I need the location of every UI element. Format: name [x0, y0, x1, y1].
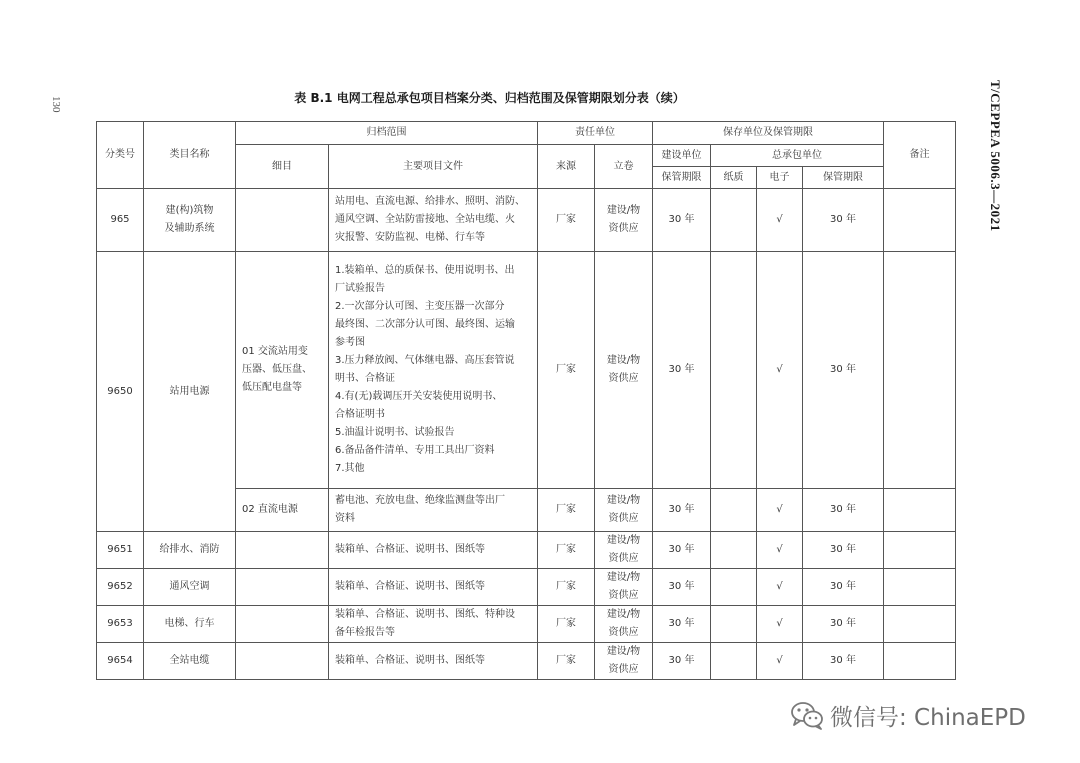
row-category: 全站电缆	[144, 643, 236, 680]
row-epc-period: 30 年	[803, 606, 884, 643]
header-responsible: 责任单位	[538, 122, 653, 145]
row-category: 站用电源	[144, 252, 236, 532]
page-number: 130	[50, 96, 62, 113]
row-category	[144, 189, 236, 252]
header-scope: 归档范围	[236, 122, 538, 145]
doc-line: 灾报警、安防监视、电梯、行车等	[335, 232, 485, 243]
doc-line: 最终图、二次部分认可图、最终图、运输	[335, 319, 515, 330]
header-source: 来源	[538, 145, 595, 189]
row-builder-period: 30 年	[653, 252, 711, 489]
row-paper	[711, 252, 757, 489]
doc-line: 4.有(无)载调压开关安装使用说明书、	[335, 391, 503, 402]
header-builder-period: 保管期限	[653, 167, 711, 189]
table-row	[97, 189, 956, 252]
filing-line: 建设/物	[606, 609, 641, 620]
row-builder-period: 30 年	[653, 606, 711, 643]
row-paper	[711, 569, 757, 606]
row-electronic: √	[757, 606, 803, 643]
row-remarks	[884, 489, 956, 532]
doc-line: 通风空调、全站防雷接地、全站电缆、火	[335, 214, 515, 225]
row-remarks	[884, 643, 956, 680]
row-electronic: √	[757, 189, 803, 252]
row-source: 厂家	[538, 252, 595, 489]
row-filing	[595, 569, 653, 606]
doc-line: 备年检报告等	[335, 627, 395, 638]
row-builder-period: 30 年	[653, 532, 711, 569]
header-filing: 立卷	[595, 145, 653, 189]
row-detail	[236, 643, 329, 680]
row-paper	[711, 489, 757, 532]
filing-line: 建设/物	[606, 535, 641, 546]
row-electronic: √	[757, 532, 803, 569]
doc-line: 资料	[335, 513, 355, 524]
row-epc-period: 30 年	[803, 569, 884, 606]
row-epc-period: 30 年	[803, 189, 884, 252]
row-paper	[711, 189, 757, 252]
detail-line: 01 交流站用变	[242, 346, 308, 357]
row-epc-period: 30 年	[803, 252, 884, 489]
row-builder-period: 30 年	[653, 569, 711, 606]
header-row	[97, 122, 956, 145]
doc-line: 合格证明书	[335, 409, 385, 420]
header-paper: 纸质	[711, 167, 757, 189]
row-detail	[236, 252, 329, 489]
row-remarks	[884, 569, 956, 606]
row-filing	[595, 489, 653, 532]
row-docs	[329, 643, 538, 680]
filing-line: 资供应	[608, 553, 639, 564]
wechat-watermark	[790, 697, 1026, 733]
doc-line: 明书、合格证	[335, 373, 395, 384]
header-builder: 建设单位	[653, 145, 711, 167]
row-code: 9651	[97, 532, 144, 569]
row-builder-period: 30 年	[653, 189, 711, 252]
row-filing	[595, 532, 653, 569]
row-source: 厂家	[538, 643, 595, 680]
row-source: 厂家	[538, 532, 595, 569]
filing-line: 资供应	[608, 590, 639, 601]
header-epc: 总承包单位	[711, 145, 884, 167]
table-row	[97, 643, 956, 680]
category-line: 及辅助系统	[164, 223, 215, 234]
row-docs	[329, 252, 538, 489]
row-electronic: √	[757, 489, 803, 532]
doc-line: 5.油温计说明书、试验报告	[335, 427, 455, 438]
row-source: 厂家	[538, 489, 595, 532]
row-source: 厂家	[538, 606, 595, 643]
filing-line: 资供应	[608, 373, 639, 384]
row-paper	[711, 532, 757, 569]
row-category: 电梯、行车	[144, 606, 236, 643]
header-epc-period: 保管期限	[803, 167, 884, 189]
table-row	[97, 252, 956, 489]
row-electronic: √	[757, 252, 803, 489]
header-category: 类目名称	[144, 122, 236, 189]
row-electronic: √	[757, 569, 803, 606]
doc-line: 蓄电池、充放电盘、绝缘监测盘等出厂	[335, 495, 505, 506]
wechat-icon	[790, 700, 824, 730]
doc-line: 装箱单、合格证、说明书、图纸、特种设	[335, 609, 515, 620]
row-filing	[595, 643, 653, 680]
header-remarks: 备注	[884, 122, 956, 189]
table-row	[97, 532, 956, 569]
row-code: 965	[97, 189, 144, 252]
row-detail	[236, 532, 329, 569]
row-detail	[236, 569, 329, 606]
header-detail: 细目	[236, 145, 329, 189]
row-docs	[329, 569, 538, 606]
row-builder-period: 30 年	[653, 643, 711, 680]
table-title: 表 B.1 电网工程总承包项目档案分类、归档范围及保管期限划分表（续）	[294, 91, 685, 105]
row-remarks	[884, 532, 956, 569]
filing-line: 建设/物	[606, 205, 641, 216]
row-detail: 02 直流电源	[236, 489, 329, 532]
doc-line: 3.压力释放阀、气体继电器、高压套管说	[335, 355, 515, 366]
doc-line: 装箱单、合格证、说明书、图纸等	[335, 655, 485, 666]
doc-line: 装箱单、合格证、说明书、图纸等	[335, 544, 485, 555]
row-category: 给排水、消防	[144, 532, 236, 569]
row-docs	[329, 606, 538, 643]
row-code: 9654	[97, 643, 144, 680]
archive-classification-table	[96, 121, 956, 680]
detail-line: 低压配电盘等	[242, 382, 302, 393]
row-docs	[329, 489, 538, 532]
row-source: 厂家	[538, 189, 595, 252]
doc-line: 6.备品备件清单、专用工具出厂资料	[335, 445, 495, 456]
doc-line: 1.装箱单、总的质保书、使用说明书、出	[335, 265, 515, 276]
row-electronic: √	[757, 643, 803, 680]
watermark-text: 微信号: ChinaEPD	[830, 704, 1026, 731]
filing-line: 建设/物	[606, 646, 641, 657]
category-line: 建(构)筑物	[165, 205, 214, 216]
doc-line: 装箱单、合格证、说明书、图纸等	[335, 581, 485, 592]
row-detail	[236, 606, 329, 643]
row-remarks	[884, 189, 956, 252]
row-docs	[329, 532, 538, 569]
row-code: 9650	[97, 252, 144, 532]
filing-line: 资供应	[608, 627, 639, 638]
row-epc-period: 30 年	[803, 489, 884, 532]
filing-line: 资供应	[608, 513, 639, 524]
table-row	[97, 569, 956, 606]
filing-line: 资供应	[608, 664, 639, 675]
row-paper	[711, 643, 757, 680]
header-main-docs: 主要项目文件	[329, 145, 538, 189]
row-docs	[329, 189, 538, 252]
filing-line: 资供应	[608, 223, 639, 234]
row-detail	[236, 189, 329, 252]
header-electronic: 电子	[757, 167, 803, 189]
row-source: 厂家	[538, 569, 595, 606]
row-code: 9653	[97, 606, 144, 643]
row-paper	[711, 606, 757, 643]
row-code: 9652	[97, 569, 144, 606]
row-filing	[595, 606, 653, 643]
header-storage: 保存单位及保管期限	[653, 122, 884, 145]
standard-code: T/CEPPEA 5006.3—2021	[988, 80, 1003, 232]
row-remarks	[884, 252, 956, 489]
doc-line: 2.一次部分认可图、主变压器一次部分	[335, 301, 505, 312]
row-category: 通风空调	[144, 569, 236, 606]
doc-line: 厂试验报告	[335, 283, 385, 294]
table-row	[97, 606, 956, 643]
row-builder-period: 30 年	[653, 489, 711, 532]
row-remarks	[884, 606, 956, 643]
doc-line: 站用电、直流电源、给排水、照明、消防、	[335, 196, 525, 207]
row-epc-period: 30 年	[803, 532, 884, 569]
detail-line: 压器、低压盘、	[242, 364, 312, 375]
doc-line: 参考图	[335, 337, 365, 348]
filing-line: 建设/物	[606, 495, 641, 506]
header-code: 分类号	[97, 122, 144, 189]
filing-line: 建设/物	[606, 572, 641, 583]
row-filing	[595, 252, 653, 489]
filing-line: 建设/物	[606, 355, 641, 366]
row-epc-period: 30 年	[803, 643, 884, 680]
row-filing	[595, 189, 653, 252]
doc-line: 7.其他	[335, 463, 365, 474]
